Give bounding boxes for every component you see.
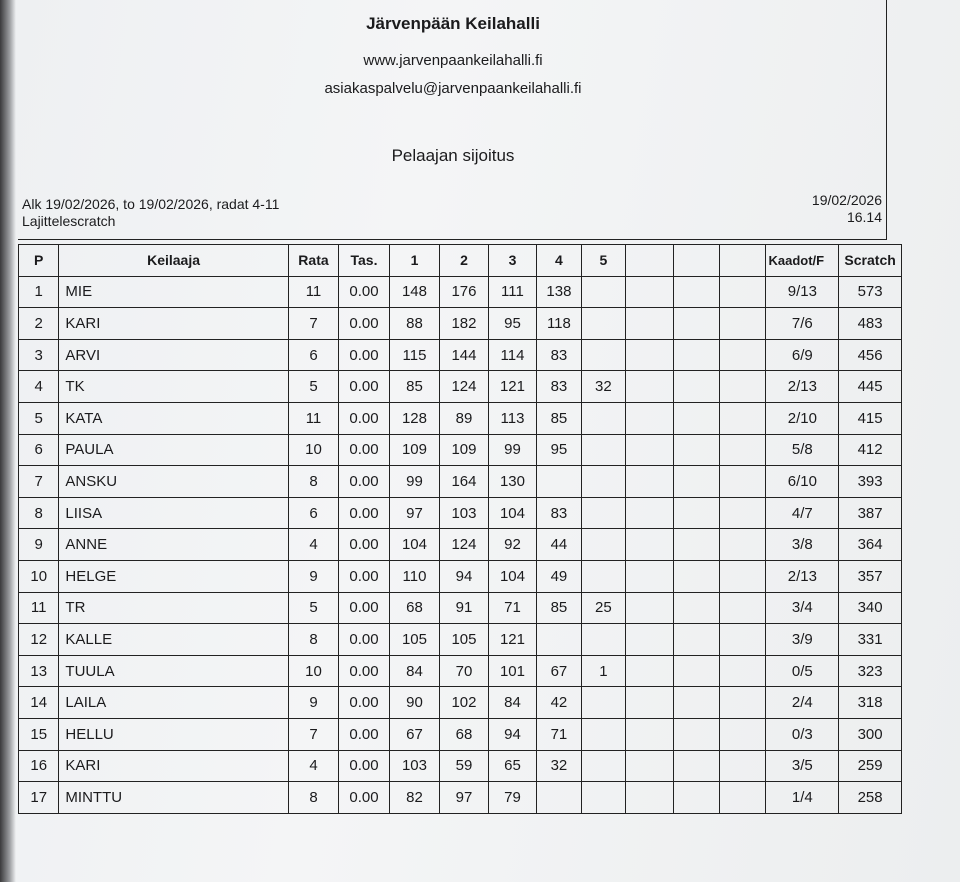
strikes-spares-cell: 2/4 — [766, 687, 839, 719]
game-5-cell — [581, 308, 625, 340]
table-head — [19, 245, 902, 277]
game-4-cell: 67 — [537, 655, 581, 687]
col-game-2: 2 — [440, 245, 488, 277]
bowler-name-cell: KARI — [59, 750, 288, 782]
strikes-spares-cell: 3/5 — [766, 750, 839, 782]
game-1-cell: 109 — [389, 434, 440, 466]
empty-cell — [673, 339, 719, 371]
lane-cell: 5 — [288, 592, 339, 624]
empty-cell — [720, 750, 766, 782]
game-3-cell: 99 — [488, 434, 536, 466]
empty-cell — [626, 624, 673, 656]
empty-cell — [673, 718, 719, 750]
game-2-cell: 59 — [440, 750, 488, 782]
game-2-cell: 103 — [440, 497, 488, 529]
empty-cell — [720, 655, 766, 687]
strikes-spares-cell: 0/3 — [766, 718, 839, 750]
lane-cell: 4 — [288, 529, 339, 561]
empty-cell — [673, 592, 719, 624]
empty-cell — [720, 434, 766, 466]
sort-text: Lajittelescratch — [22, 213, 116, 229]
game-3-cell: 111 — [488, 276, 536, 308]
empty-cell — [673, 434, 719, 466]
strikes-spares-cell: 1/4 — [766, 782, 839, 814]
strikes-spares-cell: 0/5 — [766, 655, 839, 687]
col-rank: P — [19, 245, 59, 277]
game-4-cell — [537, 782, 581, 814]
bowler-name-cell: TK — [59, 371, 288, 403]
game-5-cell: 32 — [581, 371, 625, 403]
rank-cell: 5 — [19, 402, 59, 434]
scratch-cell: 393 — [839, 466, 902, 498]
lane-cell: 8 — [288, 782, 339, 814]
scratch-cell: 483 — [839, 308, 902, 340]
game-1-cell: 84 — [389, 655, 440, 687]
empty-cell — [626, 782, 673, 814]
scratch-cell: 456 — [839, 339, 902, 371]
strikes-spares-cell: 7/6 — [766, 308, 839, 340]
col-empty-1 — [626, 245, 673, 277]
empty-cell — [626, 750, 673, 782]
game-5-cell — [581, 624, 625, 656]
game-1-cell: 90 — [389, 687, 440, 719]
empty-cell — [626, 402, 673, 434]
table-row — [19, 497, 902, 529]
empty-cell — [720, 718, 766, 750]
game-1-cell: 128 — [389, 402, 440, 434]
empty-cell — [673, 560, 719, 592]
col-scratch: Scratch — [839, 245, 902, 277]
lane-cell: 10 — [288, 434, 339, 466]
website-text: www.jarvenpaankeilahalli.fi — [363, 52, 543, 69]
game-1-cell: 99 — [389, 466, 440, 498]
handicap-cell: 0.00 — [339, 497, 390, 529]
game-1-cell: 85 — [389, 371, 440, 403]
table-row — [19, 718, 902, 750]
empty-cell — [720, 402, 766, 434]
game-3-cell: 71 — [488, 592, 536, 624]
empty-cell — [673, 624, 719, 656]
handicap-cell: 0.00 — [339, 529, 390, 561]
empty-cell — [673, 497, 719, 529]
lane-cell: 9 — [288, 687, 339, 719]
empty-cell — [720, 466, 766, 498]
strikes-spares-cell: 2/10 — [766, 402, 839, 434]
rank-cell: 7 — [19, 466, 59, 498]
handicap-cell: 0.00 — [339, 687, 390, 719]
col-game-1: 1 — [389, 245, 440, 277]
table-row — [19, 655, 902, 687]
lane-cell: 4 — [288, 750, 339, 782]
empty-cell — [626, 592, 673, 624]
rank-cell: 12 — [19, 624, 59, 656]
game-3-cell: 121 — [488, 371, 536, 403]
scratch-cell: 340 — [839, 592, 902, 624]
game-1-cell: 82 — [389, 782, 440, 814]
scratch-cell: 387 — [839, 497, 902, 529]
game-4-cell: 85 — [537, 402, 581, 434]
game-2-cell: 105 — [440, 624, 488, 656]
game-4-cell — [537, 466, 581, 498]
game-4-cell: 32 — [537, 750, 581, 782]
strikes-spares-cell: 5/8 — [766, 434, 839, 466]
game-4-cell: 83 — [537, 339, 581, 371]
game-3-cell: 104 — [488, 560, 536, 592]
rank-cell: 8 — [19, 497, 59, 529]
lane-cell: 9 — [288, 560, 339, 592]
empty-cell — [626, 497, 673, 529]
rank-cell: 14 — [19, 687, 59, 719]
scratch-cell: 364 — [839, 529, 902, 561]
empty-cell — [673, 529, 719, 561]
game-1-cell: 148 — [389, 276, 440, 308]
bowler-name-cell: KATA — [59, 402, 288, 434]
game-3-cell: 94 — [488, 718, 536, 750]
bowler-name-cell: KARI — [59, 308, 288, 340]
game-4-cell: 95 — [537, 434, 581, 466]
bowler-name-cell: PAULA — [59, 434, 288, 466]
game-5-cell — [581, 560, 625, 592]
col-empty-3 — [720, 245, 766, 277]
scratch-cell: 323 — [839, 655, 902, 687]
handicap-cell: 0.00 — [339, 308, 390, 340]
rank-cell: 11 — [19, 592, 59, 624]
game-1-cell: 110 — [389, 560, 440, 592]
empty-cell — [673, 782, 719, 814]
bowler-name-cell: HELLU — [59, 718, 288, 750]
rank-cell: 6 — [19, 434, 59, 466]
game-3-cell: 114 — [488, 339, 536, 371]
game-2-cell: 91 — [440, 592, 488, 624]
lane-cell: 6 — [288, 339, 339, 371]
table-row — [19, 402, 902, 434]
strikes-spares-cell: 2/13 — [766, 371, 839, 403]
empty-cell — [720, 782, 766, 814]
rank-cell: 13 — [19, 655, 59, 687]
game-4-cell: 83 — [537, 371, 581, 403]
table-row — [19, 434, 902, 466]
game-4-cell: 42 — [537, 687, 581, 719]
table-body — [19, 276, 902, 813]
game-3-cell: 92 — [488, 529, 536, 561]
standings-table — [18, 244, 902, 814]
game-5-cell — [581, 402, 625, 434]
col-lane: Rata — [288, 245, 339, 277]
game-3-cell: 130 — [488, 466, 536, 498]
empty-cell — [720, 560, 766, 592]
empty-cell — [720, 529, 766, 561]
game-2-cell: 89 — [440, 402, 488, 434]
scratch-cell: 258 — [839, 782, 902, 814]
game-1-cell: 97 — [389, 497, 440, 529]
rank-cell: 2 — [19, 308, 59, 340]
empty-cell — [626, 276, 673, 308]
col-handicap: Tas. — [339, 245, 390, 277]
print-date: 19/02/2026 — [811, 192, 882, 208]
game-4-cell: 118 — [537, 308, 581, 340]
scratch-cell: 331 — [839, 624, 902, 656]
bowler-name-cell: MIE — [59, 276, 288, 308]
game-2-cell: 124 — [440, 529, 488, 561]
empty-cell — [626, 529, 673, 561]
empty-cell — [626, 466, 673, 498]
game-5-cell — [581, 782, 625, 814]
date-range-text: Alk 19/02/2026, to 19/02/2026, radat 4-11 — [22, 196, 280, 212]
empty-cell — [626, 339, 673, 371]
lane-cell: 11 — [288, 402, 339, 434]
game-5-cell — [581, 339, 625, 371]
table-row — [19, 624, 902, 656]
report-meta-left — [22, 196, 279, 230]
game-5-cell — [581, 434, 625, 466]
game-1-cell: 88 — [389, 308, 440, 340]
strikes-spares-cell: 3/8 — [766, 529, 839, 561]
hall-name: Järvenpään Keilahalli — [366, 14, 540, 33]
header-row — [19, 245, 902, 277]
empty-cell — [673, 371, 719, 403]
scratch-cell: 259 — [839, 750, 902, 782]
game-4-cell: 138 — [537, 276, 581, 308]
lane-cell: 8 — [288, 466, 339, 498]
strikes-spares-cell: 3/4 — [766, 592, 839, 624]
empty-cell — [626, 687, 673, 719]
bowler-name-cell: KALLE — [59, 624, 288, 656]
game-4-cell: 83 — [537, 497, 581, 529]
game-4-cell: 85 — [537, 592, 581, 624]
empty-cell — [720, 497, 766, 529]
report-title: Pelaajan sijoitus — [391, 146, 515, 165]
game-2-cell: 94 — [440, 560, 488, 592]
scratch-cell: 412 — [839, 434, 902, 466]
bowler-name-cell: MINTTU — [59, 782, 288, 814]
scratch-cell: 445 — [839, 371, 902, 403]
game-2-cell: 176 — [440, 276, 488, 308]
game-5-cell — [581, 497, 625, 529]
empty-cell — [626, 434, 673, 466]
handicap-cell: 0.00 — [339, 466, 390, 498]
report-meta-right — [812, 192, 882, 226]
game-5-cell — [581, 718, 625, 750]
rank-cell: 10 — [19, 560, 59, 592]
handicap-cell: 0.00 — [339, 402, 390, 434]
game-3-cell: 104 — [488, 497, 536, 529]
empty-cell — [673, 750, 719, 782]
paper-edge-shadow — [0, 0, 16, 882]
bowler-name-cell: ANNE — [59, 529, 288, 561]
empty-cell — [673, 687, 719, 719]
empty-cell — [720, 624, 766, 656]
bowler-name-cell: ANSKU — [59, 466, 288, 498]
empty-cell — [626, 718, 673, 750]
handicap-cell: 0.00 — [339, 718, 390, 750]
game-2-cell: 182 — [440, 308, 488, 340]
empty-cell — [673, 308, 719, 340]
rank-cell: 17 — [19, 782, 59, 814]
rank-cell: 16 — [19, 750, 59, 782]
game-4-cell: 49 — [537, 560, 581, 592]
col-bowler: Keilaaja — [59, 245, 288, 277]
handicap-cell: 0.00 — [339, 560, 390, 592]
handicap-cell: 0.00 — [339, 750, 390, 782]
game-3-cell: 121 — [488, 624, 536, 656]
col-strikes-spares: Kaadot/F — [766, 245, 839, 277]
scratch-cell: 357 — [839, 560, 902, 592]
game-3-cell: 79 — [488, 782, 536, 814]
bowler-name-cell: LIISA — [59, 497, 288, 529]
empty-cell — [673, 655, 719, 687]
empty-cell — [626, 371, 673, 403]
game-5-cell — [581, 687, 625, 719]
col-game-4: 4 — [537, 245, 581, 277]
strikes-spares-cell: 4/7 — [766, 497, 839, 529]
game-2-cell: 144 — [440, 339, 488, 371]
table-row — [19, 750, 902, 782]
game-2-cell: 164 — [440, 466, 488, 498]
game-1-cell: 68 — [389, 592, 440, 624]
scratch-cell: 300 — [839, 718, 902, 750]
empty-cell — [720, 308, 766, 340]
game-3-cell: 84 — [488, 687, 536, 719]
game-5-cell — [581, 750, 625, 782]
rank-cell: 1 — [19, 276, 59, 308]
table-row — [19, 560, 902, 592]
empty-cell — [720, 592, 766, 624]
handicap-cell: 0.00 — [339, 592, 390, 624]
handicap-cell: 0.00 — [339, 276, 390, 308]
table-row — [19, 782, 902, 814]
table-row — [19, 529, 902, 561]
lane-cell: 11 — [288, 276, 339, 308]
col-empty-2 — [673, 245, 719, 277]
table-row — [19, 687, 902, 719]
game-5-cell — [581, 276, 625, 308]
game-2-cell: 68 — [440, 718, 488, 750]
table-row — [19, 371, 902, 403]
empty-cell — [626, 655, 673, 687]
game-5-cell: 25 — [581, 592, 625, 624]
game-2-cell: 109 — [440, 434, 488, 466]
game-1-cell: 105 — [389, 624, 440, 656]
strikes-spares-cell: 2/13 — [766, 560, 839, 592]
game-4-cell: 71 — [537, 718, 581, 750]
lane-cell: 6 — [288, 497, 339, 529]
empty-cell — [673, 466, 719, 498]
lane-cell: 8 — [288, 624, 339, 656]
handicap-cell: 0.00 — [339, 655, 390, 687]
game-2-cell: 102 — [440, 687, 488, 719]
empty-cell — [720, 371, 766, 403]
strikes-spares-cell: 6/9 — [766, 339, 839, 371]
empty-cell — [626, 308, 673, 340]
lane-cell: 10 — [288, 655, 339, 687]
scratch-cell: 318 — [839, 687, 902, 719]
bowler-name-cell: TUULA — [59, 655, 288, 687]
rank-cell: 3 — [19, 339, 59, 371]
rank-cell: 4 — [19, 371, 59, 403]
bowler-name-cell: TR — [59, 592, 288, 624]
empty-cell — [720, 339, 766, 371]
game-1-cell: 104 — [389, 529, 440, 561]
rank-cell: 15 — [19, 718, 59, 750]
game-2-cell: 70 — [440, 655, 488, 687]
handicap-cell: 0.00 — [339, 434, 390, 466]
bowler-name-cell: LAILA — [59, 687, 288, 719]
game-5-cell — [581, 529, 625, 561]
header-divider — [18, 239, 887, 240]
print-time: 16.14 — [846, 209, 882, 225]
scratch-cell: 573 — [839, 276, 902, 308]
table-row — [19, 276, 902, 308]
email-text: asiakaspalvelu@jarvenpaankeilahalli.fi — [324, 80, 582, 97]
game-1-cell: 115 — [389, 339, 440, 371]
bowler-name-cell: HELGE — [59, 560, 288, 592]
handicap-cell: 0.00 — [339, 371, 390, 403]
handicap-cell: 0.00 — [339, 782, 390, 814]
table-row — [19, 592, 902, 624]
game-4-cell — [537, 624, 581, 656]
game-5-cell: 1 — [581, 655, 625, 687]
scratch-cell: 415 — [839, 402, 902, 434]
game-2-cell: 124 — [440, 371, 488, 403]
empty-cell — [673, 276, 719, 308]
game-2-cell: 97 — [440, 782, 488, 814]
game-3-cell: 101 — [488, 655, 536, 687]
game-5-cell — [581, 466, 625, 498]
strikes-spares-cell: 3/9 — [766, 624, 839, 656]
bowler-name-cell: ARVI — [59, 339, 288, 371]
lane-cell: 5 — [288, 371, 339, 403]
empty-cell — [673, 402, 719, 434]
lane-cell: 7 — [288, 308, 339, 340]
rank-cell: 9 — [19, 529, 59, 561]
strikes-spares-cell: 6/10 — [766, 466, 839, 498]
empty-cell — [626, 560, 673, 592]
game-3-cell: 65 — [488, 750, 536, 782]
handicap-cell: 0.00 — [339, 339, 390, 371]
game-3-cell: 113 — [488, 402, 536, 434]
lane-cell: 7 — [288, 718, 339, 750]
table-row — [19, 466, 902, 498]
game-1-cell: 67 — [389, 718, 440, 750]
game-1-cell: 103 — [389, 750, 440, 782]
game-4-cell: 44 — [537, 529, 581, 561]
table-row — [19, 339, 902, 371]
game-3-cell: 95 — [488, 308, 536, 340]
handicap-cell: 0.00 — [339, 624, 390, 656]
strikes-spares-cell: 9/13 — [766, 276, 839, 308]
table-row — [19, 308, 902, 340]
empty-cell — [720, 687, 766, 719]
col-game-5: 5 — [581, 245, 625, 277]
empty-cell — [720, 276, 766, 308]
col-game-3: 3 — [488, 245, 536, 277]
